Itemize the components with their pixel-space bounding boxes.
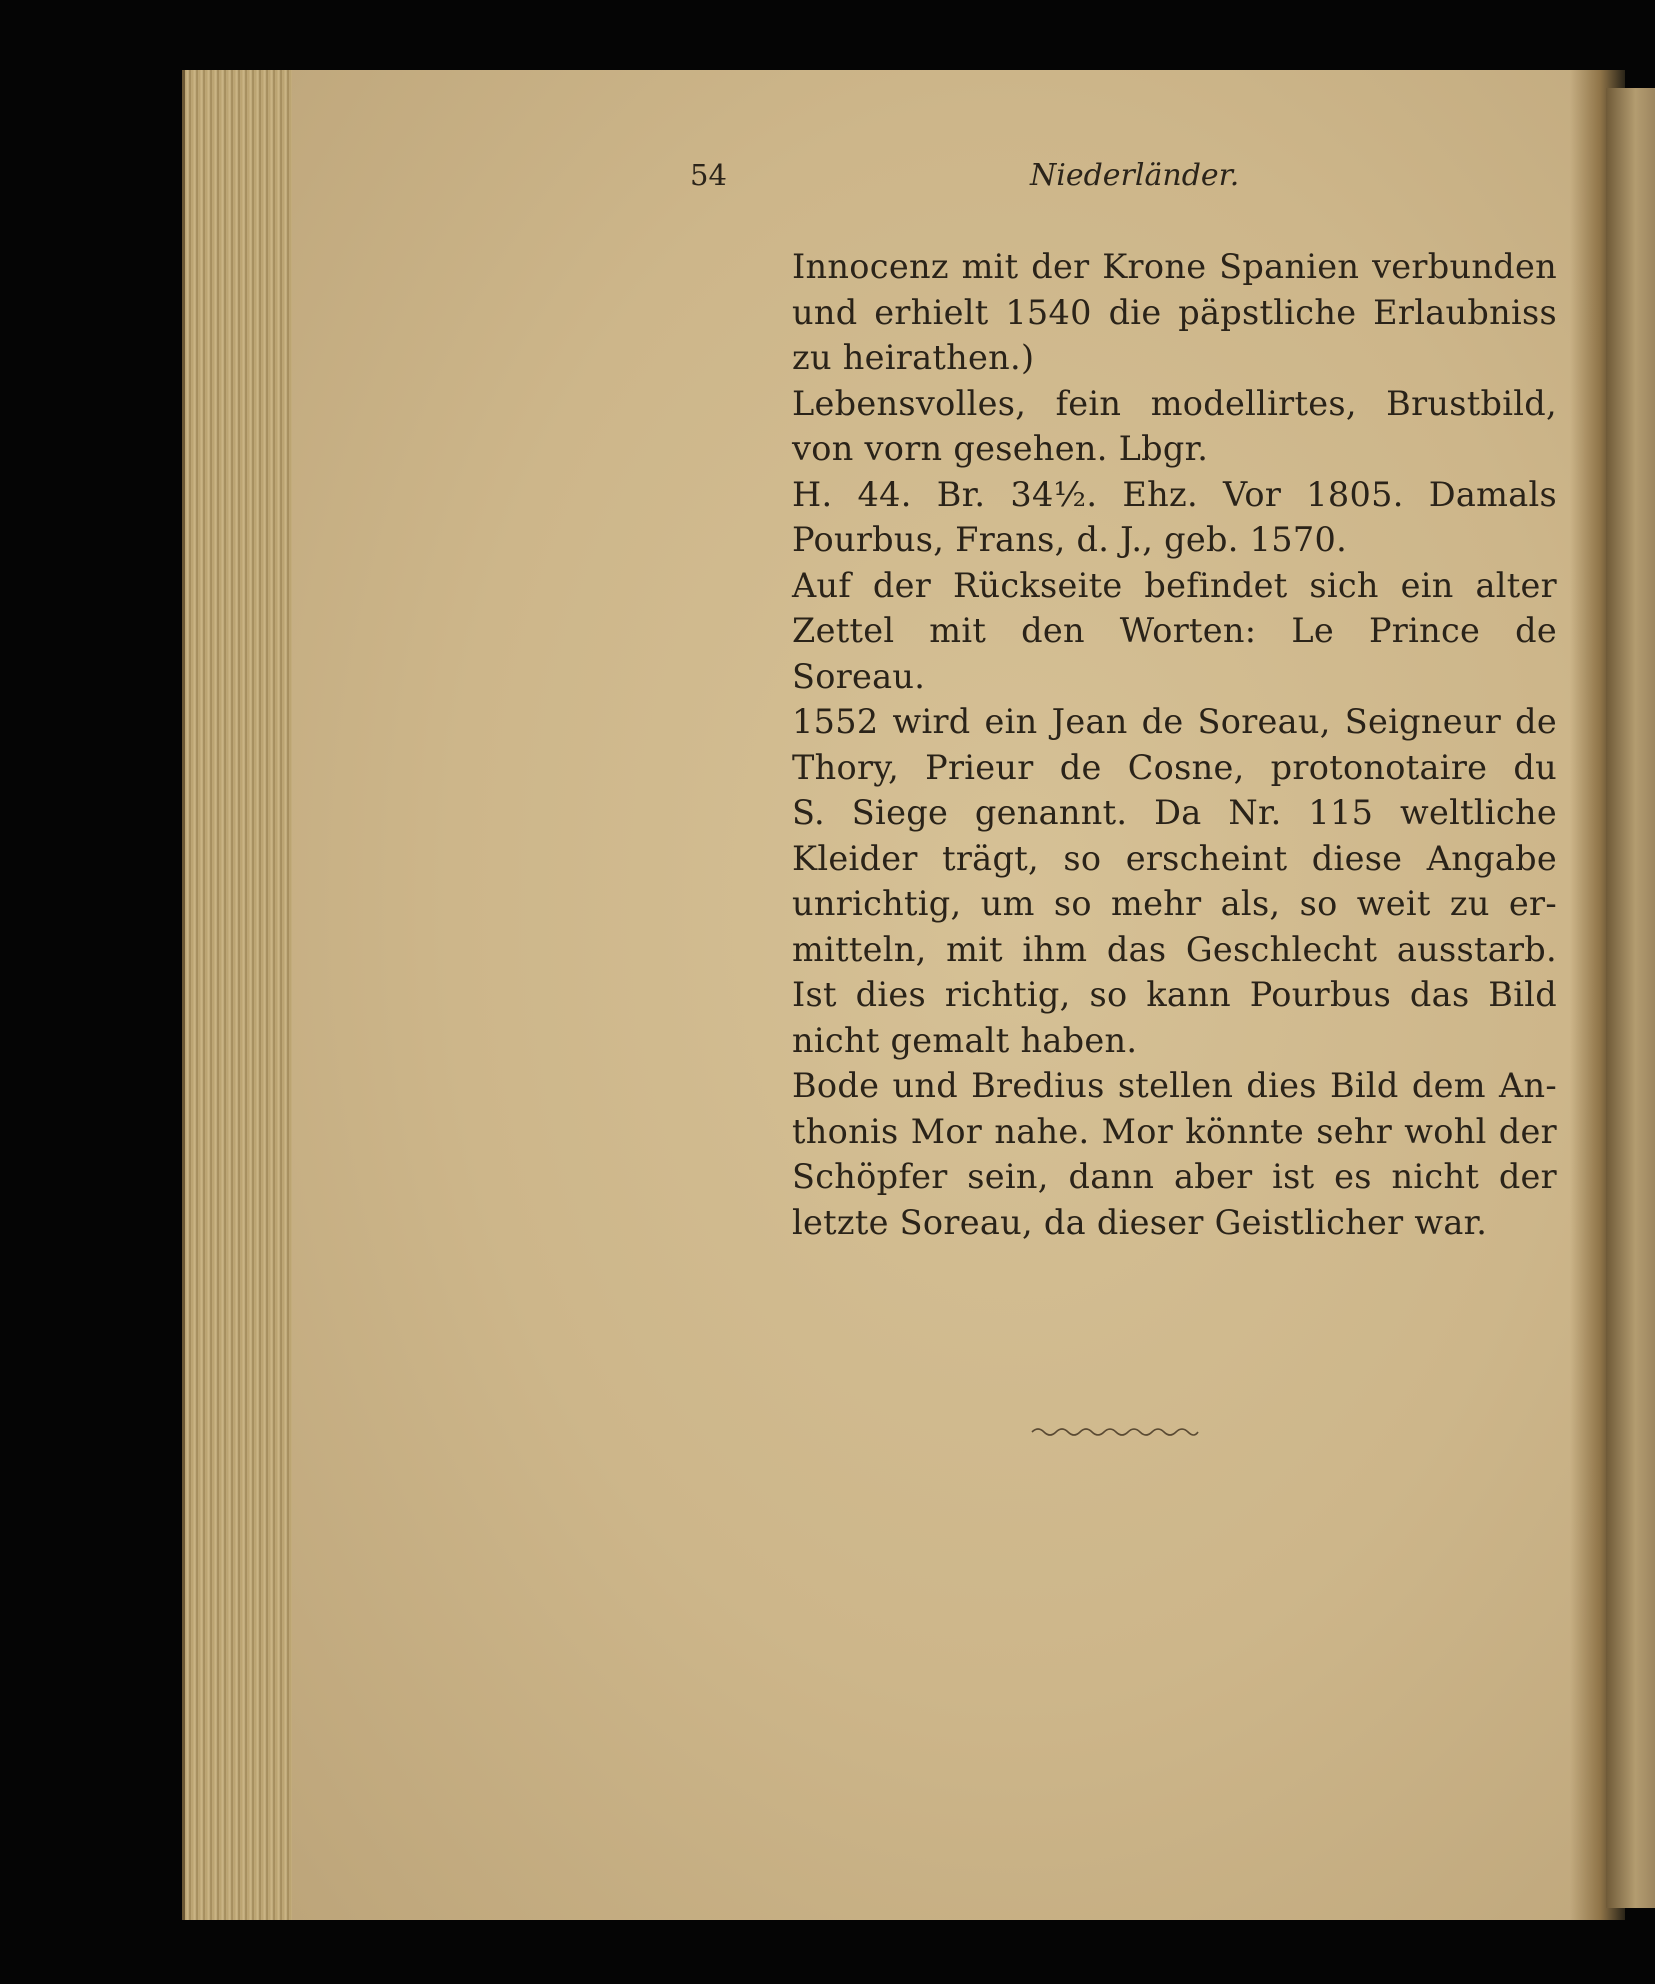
facing-page-edge bbox=[1606, 88, 1655, 1908]
running-head: Niederländer. bbox=[1030, 158, 1240, 193]
text-line: Kleider trägt, so erscheint diese Angabe bbox=[792, 838, 1557, 878]
page-number: 54 bbox=[690, 158, 727, 192]
text-line: unrichtig, um so mehr als, so weit zu er- bbox=[792, 884, 1557, 923]
text-line: mitteln, mit ihm das Geschlecht ausstarb. bbox=[792, 929, 1557, 969]
text-line: letzte Soreau, da dieser Geistlicher war. bbox=[792, 1202, 1488, 1242]
paragraph-4 bbox=[792, 563, 1557, 1064]
text-line: Thory, Prieur de Cosne, protonotaire du bbox=[792, 747, 1557, 787]
paragraph-5 bbox=[792, 1063, 1557, 1245]
body-text bbox=[792, 244, 1557, 1245]
paragraph-1 bbox=[792, 244, 1557, 381]
text-line: Ist dies richtig, so kann Pourbus das Bild bbox=[792, 975, 1557, 1014]
text-line: thonis Mor nahe. Mor könnte sehr wohl der bbox=[792, 1111, 1557, 1151]
text-line: Bode und Bredius stellen dies Bild dem An- bbox=[792, 1066, 1557, 1105]
text-line: nicht gemalt haben. bbox=[792, 1020, 1138, 1060]
page-edges bbox=[182, 70, 303, 1920]
paragraph-3 bbox=[792, 472, 1557, 563]
text-line: und erhielt 1540 die päpstliche Erlaubniss bbox=[792, 292, 1557, 332]
text-line: 1552 wird ein Jean de Soreau, Seigneur de bbox=[792, 702, 1557, 741]
text-line: Auf der Rückseite befindet sich ein alter bbox=[792, 565, 1557, 605]
text-line: Zettel mit den Worten: Le Prince de Soreau. bbox=[792, 611, 1557, 696]
text-line: S. Siege genannt. Da Nr. 115 weltliche bbox=[792, 793, 1557, 832]
text-line: Lebensvolles, fein modellirtes, Brustbild, bbox=[792, 383, 1557, 423]
text-line: Schöpfer sein, dann aber ist es nicht der bbox=[792, 1157, 1557, 1196]
text-line: Innocenz mit der Krone Spanien verbunden bbox=[792, 247, 1557, 286]
text-line: zu heirathen.) bbox=[792, 338, 1035, 377]
text-line: H. 44. Br. 34½. Ehz. Vor 1805. Damals bbox=[792, 474, 1557, 514]
wavy-ornament-divider bbox=[1030, 1424, 1200, 1440]
text-line: Pourbus, Frans, d. J., geb. 1570. bbox=[792, 520, 1348, 559]
text-line: von vorn gesehen. Lbgr. bbox=[792, 429, 1209, 468]
paragraph-2 bbox=[792, 381, 1557, 472]
